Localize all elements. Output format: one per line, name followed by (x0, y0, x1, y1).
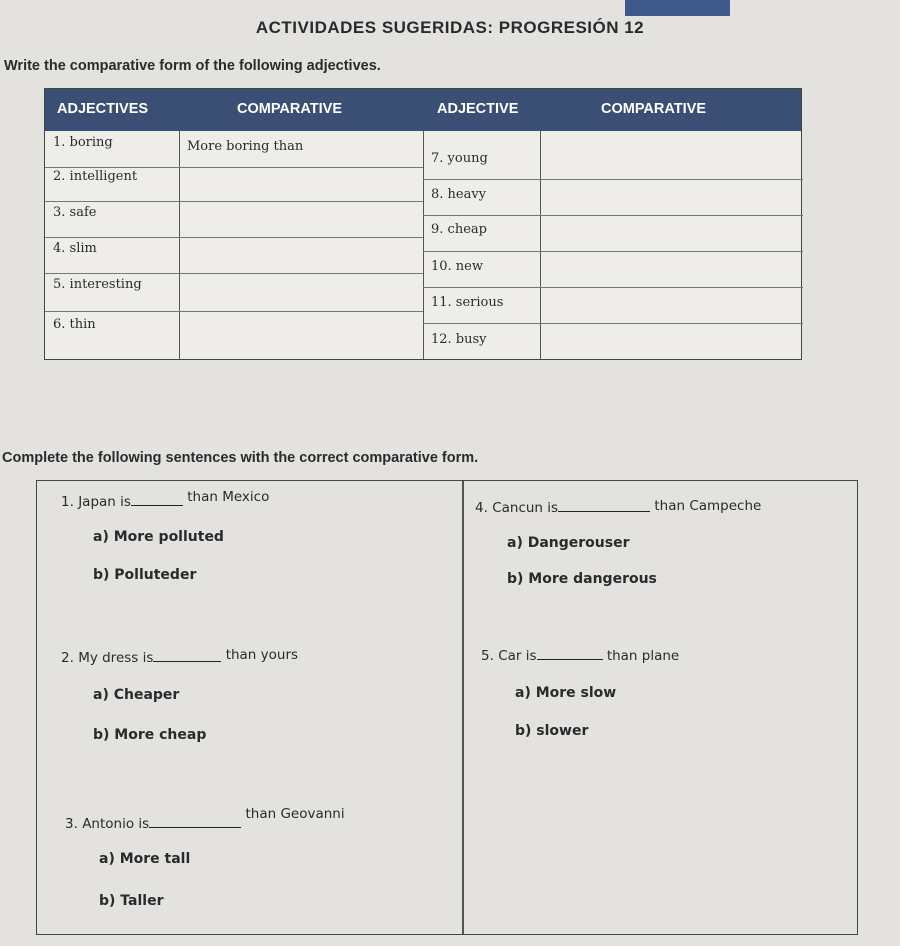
instruction-sentences: Complete the following sentences with the correct comparative form. (2, 450, 479, 466)
row-divider (423, 215, 803, 216)
page-title: ACTIVIDADES SUGERIDAS: PROGRESIÓN 12 (255, 18, 645, 37)
option-a[interactable]: a) More tall (99, 851, 191, 867)
option-b[interactable]: b) More cheap (93, 727, 207, 743)
column-divider (179, 131, 180, 359)
option-b[interactable]: b) Taller (99, 893, 164, 909)
comparative-answer-cell[interactable]: More boring than (187, 139, 304, 154)
row-divider (423, 179, 803, 180)
row-divider (45, 237, 423, 238)
answer-blank[interactable] (131, 493, 183, 506)
option-b[interactable]: b) slower (515, 723, 589, 739)
option-b[interactable]: b) Polluteder (93, 567, 197, 583)
adjective-cell: 8. heavy (431, 187, 487, 202)
option-b[interactable]: b) More dangerous (507, 571, 657, 587)
row-divider (423, 251, 803, 252)
row-divider (45, 167, 423, 168)
column-divider (462, 481, 464, 934)
adjective-cell: 6. thin (53, 317, 96, 332)
adjective-cell: 10. new (431, 259, 483, 274)
adjectives-table (44, 88, 802, 360)
option-a[interactable]: a) Cheaper (93, 687, 180, 703)
column-divider (540, 131, 541, 359)
question-3: 3. Antonio is than Geovanni (65, 806, 345, 832)
adjective-cell: 5. interesting (53, 277, 142, 292)
option-a[interactable]: a) More slow (515, 685, 617, 701)
adjective-cell: 1. boring (53, 135, 113, 150)
table-header (45, 89, 801, 131)
answer-blank[interactable] (149, 815, 241, 828)
option-a[interactable]: a) More polluted (93, 529, 224, 545)
option-a[interactable]: a) Dangerouser (507, 535, 630, 551)
adjective-cell: 3. safe (53, 205, 97, 220)
question-5: 5. Car is than plane (481, 648, 680, 664)
answer-blank[interactable] (153, 649, 221, 662)
row-divider (45, 273, 423, 274)
adjective-cell: 7. young (431, 151, 488, 166)
row-divider (45, 201, 423, 202)
adjective-cell: 9. cheap (431, 222, 487, 237)
row-divider (423, 287, 803, 288)
instruction-comparative: Write the comparative form of the following adjectives. (4, 58, 381, 74)
question-4: 4. Cancun is than Campeche (475, 498, 762, 516)
adjective-cell: 12. busy (431, 332, 487, 347)
column-divider (423, 131, 424, 359)
top-color-tab (625, 0, 730, 16)
row-divider (45, 311, 423, 312)
adjective-cell: 11. serious (431, 295, 504, 310)
sentences-table (36, 480, 858, 935)
header-comparative: COMPARATIVE (237, 101, 342, 117)
question-1: 1. Japan is than Mexico (61, 489, 270, 510)
adjective-cell: 2. intelligent (53, 169, 138, 184)
header-adjectives: ADJECTIVES (57, 101, 149, 117)
answer-blank[interactable] (558, 499, 650, 512)
row-divider (423, 323, 803, 324)
adjective-cell: 4. slim (53, 241, 97, 256)
header-comparative-2: COMPARATIVE (601, 101, 706, 117)
question-2: 2. My dress is than yours (61, 647, 299, 666)
header-adjective: ADJECTIVE (437, 101, 519, 117)
answer-blank[interactable] (537, 647, 603, 660)
